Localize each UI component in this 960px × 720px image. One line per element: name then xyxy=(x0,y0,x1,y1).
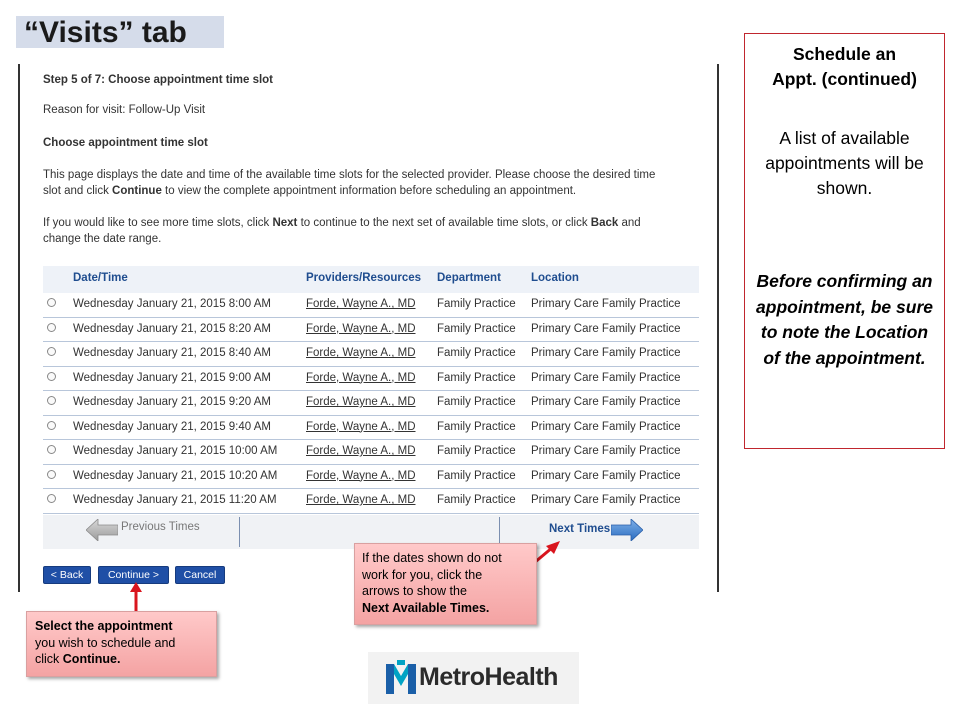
callout-line: Select the appointment xyxy=(35,619,173,633)
timeslot-department: Family Practice xyxy=(437,347,516,359)
instructions-line: change the date range. xyxy=(43,233,162,245)
step-indicator: Step 5 of 7: Choose appointment time slot xyxy=(43,74,274,86)
table-row[interactable] xyxy=(43,416,699,441)
timeslot-radio[interactable] xyxy=(47,396,56,405)
instructions-line: This page displays the date and time of the available time slots for the selected provider. Please choose the desired time xyxy=(43,169,656,181)
previous-arrow-icon[interactable] xyxy=(86,519,118,541)
timeslot-radio[interactable] xyxy=(47,323,56,332)
provider-link[interactable]: Forde, Wayne A., MD xyxy=(306,322,416,335)
timeslot-department: Family Practice xyxy=(437,494,516,506)
timeslot-department: Family Practice xyxy=(437,298,516,310)
table-row[interactable] xyxy=(43,342,699,367)
timeslot-department: Family Practice xyxy=(437,322,516,335)
screenshot-left-border xyxy=(18,64,20,592)
provider-link[interactable]: Forde, Wayne A., MD xyxy=(306,469,416,482)
metrohealth-logo xyxy=(368,652,579,704)
provider-link[interactable]: Forde, Wayne A., MD xyxy=(306,445,416,457)
screenshot-right-border xyxy=(717,64,719,592)
timeslot-location: Primary Care Family Practice xyxy=(531,298,681,310)
timeslot-radio[interactable] xyxy=(47,470,56,479)
timeslot-location: Primary Care Family Practice xyxy=(531,396,681,408)
table-row[interactable] xyxy=(43,489,699,514)
timeslot-radio[interactable] xyxy=(47,347,56,356)
timeslot-datetime: Wednesday January 21, 2015 8:40 AM xyxy=(73,347,271,359)
timeslot-datetime: Wednesday January 21, 2015 10:00 AM xyxy=(73,445,278,457)
provider-link[interactable]: Forde, Wayne A., MD xyxy=(306,298,416,310)
panel-heading-line: Schedule an xyxy=(792,44,897,64)
timeslot-datetime: Wednesday January 21, 2015 8:20 AM xyxy=(73,322,271,335)
slide-title-bar xyxy=(16,16,224,48)
timeslot-radio[interactable] xyxy=(47,494,56,503)
screenshot-panel xyxy=(18,64,719,592)
timeslot-radio[interactable] xyxy=(47,372,56,381)
instructions-line: If you would like to see more time slots, click Next to continue to the next set of available time slots, or click Back and xyxy=(43,217,641,229)
timeslot-location: Primary Care Family Practice xyxy=(531,420,681,433)
slide-title: “Visits” tab xyxy=(24,16,187,49)
table-row[interactable] xyxy=(43,367,699,392)
provider-link[interactable]: Forde, Wayne A., MD xyxy=(306,420,416,433)
timeslot-location: Primary Care Family Practice xyxy=(531,445,681,457)
timeslot-datetime: Wednesday January 21, 2015 10:20 AM xyxy=(73,469,278,482)
timeslot-radio[interactable] xyxy=(47,445,56,454)
pager-divider xyxy=(239,517,240,547)
callout-line: arrows to show the xyxy=(362,584,467,598)
table-row[interactable] xyxy=(43,465,699,490)
cancel-button[interactable]: Cancel xyxy=(175,566,225,584)
callout-line: Next Available Times. xyxy=(362,600,490,615)
table-row[interactable] xyxy=(43,293,699,318)
panel-body: A list of available appointments will be shown. xyxy=(765,128,924,198)
timeslot-datetime: Wednesday January 21, 2015 8:00 AM xyxy=(73,298,271,310)
callout-line: work for you, click the xyxy=(362,567,483,582)
timeslot-datetime: Wednesday January 21, 2015 9:00 AM xyxy=(73,371,271,384)
provider-link[interactable]: Forde, Wayne A., MD xyxy=(306,347,416,359)
callout-line: you wish to schedule and xyxy=(35,635,176,650)
timeslot-location: Primary Care Family Practice xyxy=(531,371,681,384)
next-arrow-icon[interactable] xyxy=(611,519,643,541)
panel-heading-line: Appt. (continued) xyxy=(772,69,917,89)
timeslot-location: Primary Care Family Practice xyxy=(531,494,681,506)
column-header-location[interactable]: Location xyxy=(531,272,579,284)
instructions-paragraph-2 xyxy=(43,215,693,247)
timeslot-location: Primary Care Family Practice xyxy=(531,347,681,359)
table-row[interactable] xyxy=(43,440,699,465)
column-header-department[interactable]: Department xyxy=(437,272,501,284)
panel-heading xyxy=(745,42,944,92)
callout-line: If the dates shown do not xyxy=(362,551,502,565)
timeslot-department: Family Practice xyxy=(437,371,516,384)
instructions-paragraph-1 xyxy=(43,167,693,199)
pointer-arrow-icon xyxy=(128,582,144,612)
table-row[interactable] xyxy=(43,391,699,416)
panel-note: Before confirming an appointment, be sure to note the Location of the appointment. xyxy=(756,271,933,368)
table-row[interactable] xyxy=(43,318,699,343)
next-times-link[interactable]: Next Times xyxy=(549,523,611,535)
column-header-providers[interactable]: Providers/Resources xyxy=(306,272,422,284)
timeslot-datetime: Wednesday January 21, 2015 9:40 AM xyxy=(73,420,271,433)
provider-link[interactable]: Forde, Wayne A., MD xyxy=(306,494,416,506)
timeslot-location: Primary Care Family Practice xyxy=(531,469,681,482)
timeslot-radio[interactable] xyxy=(47,421,56,430)
previous-times-link[interactable]: Previous Times xyxy=(121,521,200,533)
callout-select-appointment xyxy=(26,611,217,677)
logo-wordmark: MetroHealth xyxy=(419,663,558,691)
table-body xyxy=(43,293,699,514)
callout-line: click Continue. xyxy=(35,652,121,666)
reason-for-visit: Reason for visit: Follow-Up Visit xyxy=(43,104,206,116)
timeslot-table xyxy=(43,266,699,514)
instructions-line: slot and click Continue to view the complete appointment information before scheduling an appointment. xyxy=(43,185,577,197)
metrohealth-logo-mark-icon xyxy=(386,660,416,696)
timeslot-location: Primary Care Family Practice xyxy=(531,322,681,335)
column-header-datetime[interactable]: Date/Time xyxy=(73,272,128,284)
timeslot-datetime: Wednesday January 21, 2015 9:20 AM xyxy=(73,396,271,408)
section-title: Choose appointment time slot xyxy=(43,137,208,149)
provider-link[interactable]: Forde, Wayne A., MD xyxy=(306,371,416,384)
timeslot-datetime: Wednesday January 21, 2015 11:20 AM xyxy=(73,494,277,506)
table-header xyxy=(43,266,699,293)
timeslot-department: Family Practice xyxy=(437,420,516,433)
timeslot-department: Family Practice xyxy=(437,396,516,408)
provider-link[interactable]: Forde, Wayne A., MD xyxy=(306,396,416,408)
schedule-info-panel xyxy=(744,33,945,449)
timeslot-department: Family Practice xyxy=(437,445,516,457)
timeslot-radio[interactable] xyxy=(47,298,56,307)
timeslot-department: Family Practice xyxy=(437,469,516,482)
back-button[interactable]: < Back xyxy=(43,566,91,584)
continue-button[interactable]: Continue > xyxy=(98,566,169,584)
callout-next-times xyxy=(354,543,537,625)
